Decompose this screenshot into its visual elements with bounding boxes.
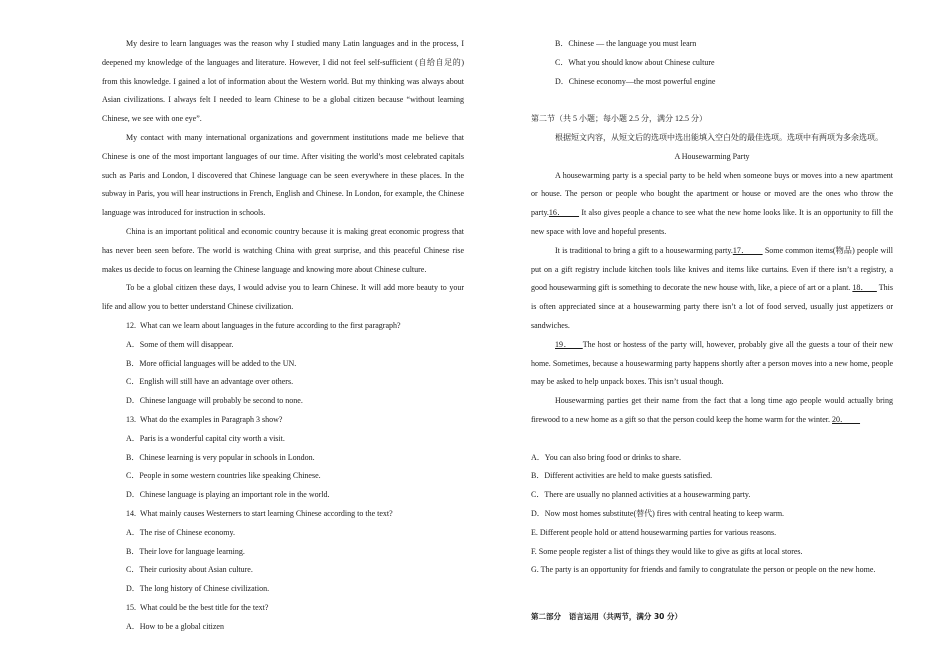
blank-20: 20．: [832, 414, 861, 424]
question-12-option-d: D．Chinese language will probably be second to none.: [126, 396, 303, 406]
answer-option-c: C．There are usually no planned activities at a housewarming party.: [531, 490, 751, 500]
question-15-stem: 15. What could be the best title for the text?: [126, 602, 269, 612]
question-12-option-b: B．More official languages will be added to the UN.: [126, 358, 297, 368]
question-14-option-b: B．Their love for language learning.: [126, 546, 245, 556]
question-12-stem: 12. What can we learn about languages in the future according to the first paragraph?: [126, 320, 401, 330]
spacer: [531, 91, 893, 110]
question-14-stem: 14. What mainly causes Westerners to start learning Chinese according to the text?: [126, 508, 393, 518]
paragraph-text: The host or hostess of the party will, however, probably give all the guests a tour of their new home. Sometimes, because a housewarming party happens shortly after a person moves into a new home, people may be asked to help unpack boxes. This isn’t usual though.: [531, 339, 894, 387]
passage-paragraph-1: My desire to learn languages was the reason why I studied many Latin languages and in the process, I deepened my knowledge of the languages and literature. However, I did not feel self-sufficient (自给自足的) from this knowledge. I gained a lot of information about the Western world. But my thinking was always about Asian civilizations. I always felt I needed to learn Chinese to be a global citizen because “without learning Chinese, we see with one eye”.: [102, 39, 464, 124]
left-column: [102, 35, 464, 637]
right-column: [531, 35, 893, 627]
blank-17: 17．: [732, 245, 763, 255]
question-13-option-d: D．Chinese language is playing an important role in the world.: [126, 490, 330, 500]
question-14-option-c: C．Their curiosity about Asian culture.: [126, 565, 253, 575]
paragraph-text: Some common items(物品) people will put on a gift registry include kitchen tools like knives and items like curtains. Even if there isn’t a registry, a good housewarming gift is something to decorate the new house with, like, a piece of art or a plant.: [531, 245, 894, 293]
blank-19: 19．: [555, 339, 583, 349]
paragraph-text: Housewarming parties get their name from the fact that a long time ago people would actually bring firewood to a new home as a gift so that the person could keep the home warm for the winter.: [531, 396, 893, 424]
blank-16: 16．: [548, 208, 580, 218]
question-13-option-c: C．People in some western countries like speaking Chinese.: [126, 471, 321, 481]
paragraph-text: It also gives people a chance to see what the new home looks like. It is an opportunity to fill the new space with love and hopeful presents.: [531, 208, 893, 236]
question-14-option-d: D．The long history of Chinese civilization.: [126, 584, 270, 594]
passage-paragraph-2: My contact with many international organizations and government institutions made me believe that Chinese is one of the most important languages of our time. After visiting the world’s most celebrated capitals such as Paris and London, I discovered that Chinese language can be seen everywhere in these places. In the subway in Paris, you will hear instructions in French, English and Chinese. In London, for example, the Chinese language was introduced for instruction in schools.: [102, 132, 464, 218]
passage-paragraph-4: [531, 392, 893, 430]
part-2-header: 第二部分 语言运用（共两节，满分 30 分）: [531, 612, 682, 622]
answer-option-d: D．Now most homes substitute(替代) fires with central heating to keep warm.: [531, 508, 785, 518]
paragraph-text: It is traditional to bring a gift to a housewarming party.: [555, 245, 733, 255]
passage-title: A Housewarming Party: [674, 151, 750, 161]
passage-paragraph-2: [531, 242, 893, 336]
blank-18: 18．: [852, 283, 877, 293]
question-15-option-a: A．How to be a global citizen: [126, 621, 224, 631]
passage-paragraph-4: To be a global citizen these days, I would advise you to learn Chinese. It will add more beauty to your life and allow you to better understand Chinese civilization.: [102, 283, 464, 312]
question-13-stem: 13. What do the examples in Paragraph 3 show?: [126, 414, 283, 424]
question-15-option-d: D．Chinese economy—the most powerful engine: [555, 76, 716, 86]
passage-paragraph-3: China is an important political and economic country because it is making great economic progress that has never been seen before. The world is watching China with great surprise, and this peaceful Chinese rise makes us decide to focus on learning the Chinese language and knowing more about Chinese culture.: [102, 226, 464, 274]
question-14-option-a: A．The rise of Chinese economy.: [126, 527, 236, 537]
answer-option-e: E. Different people hold or attend housewarming parties for various reasons.: [531, 527, 777, 537]
section-2-instructions: 根据短文内容，从短文后的选项中选出能填入空白处的最佳选项。选项中有两项为多余选项。: [555, 132, 883, 142]
spacer: [531, 430, 893, 449]
question-12-option-c: C．English will still have an advantage over others.: [126, 377, 294, 387]
section-2-header: 第二节（共 5 小题；每小题 2.5 分，满分 12.5 分）: [531, 114, 707, 124]
answer-option-g: G. The party is an opportunity for friends and family to congratulate the person or people on the new home.: [531, 565, 876, 575]
question-12-option-a: A．Some of them will disappear.: [126, 339, 234, 349]
passage-paragraph-1: [531, 167, 893, 242]
answer-option-f: F. Some people register a list of things they would like to give as gifts at local stores.: [531, 546, 803, 556]
answer-option-a: A．You can also bring food or drinks to share.: [531, 452, 682, 462]
passage-paragraph-3: [531, 336, 893, 392]
question-13-option-a: A．Paris is a wonderful capital city worth a visit.: [126, 433, 285, 443]
question-13-option-b: B．Chinese learning is very popular in schools in London.: [126, 452, 315, 462]
spacer: [531, 580, 893, 608]
question-15-option-c: C．What you should know about Chinese culture: [555, 57, 715, 67]
paragraph-text: This is often appreciated since at a housewarming party there isn’t a lot of food served, usually just appetizers or sandwiches.: [531, 283, 894, 330]
question-15-option-b: B．Chinese — the language you must learn: [555, 39, 697, 48]
paragraph-text: A housewarming party is a special party to be held when someone buys or moves into a new apartment or house. The person or people who bought the apartment or house or moved are the ones who throw the party.: [531, 170, 893, 218]
answer-option-b: B．Different activities are held to make guests satisfied.: [531, 471, 713, 481]
